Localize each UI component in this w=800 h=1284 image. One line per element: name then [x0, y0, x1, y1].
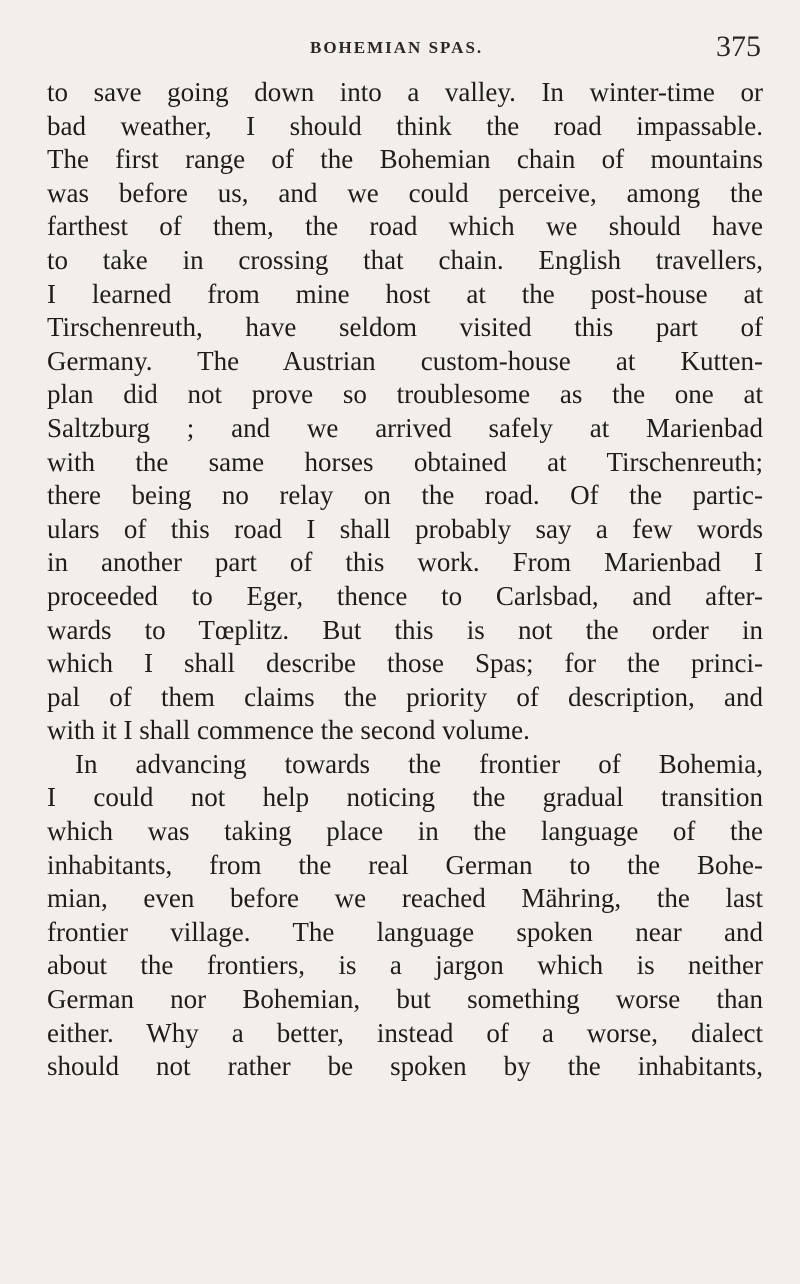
text-line: frontier village. The language spoken near and	[47, 916, 763, 947]
text-line: ulars of this road I shall probably say a few words	[47, 513, 763, 544]
text-line: with the same horses obtained at Tirschenreuth;	[47, 446, 763, 477]
paragraph-1	[47, 76, 763, 748]
text-line: about the frontiers, is a jargon which is neither	[47, 950, 763, 981]
text-line: which was taking place in the language of the	[47, 816, 763, 847]
text-line: which I shall describe those Spas; for the princi-	[47, 648, 763, 679]
text-line: Tirschenreuth, have seldom visited this part of	[47, 312, 763, 343]
text-line: with it I shall commence the second volume.	[47, 715, 530, 746]
text-line: inhabitants, from the real German to the Bohe-	[47, 849, 763, 880]
text-line: was before us, and we could perceive, among the	[47, 177, 763, 208]
running-title: BOHEMIAN SPAS.	[310, 38, 484, 57]
text-line: I could not help noticing the gradual transition	[47, 782, 763, 813]
text-line: plan did not prove so troublesome as the one at	[47, 379, 763, 410]
text-line: should not rather be spoken by the inhabitants,	[47, 1051, 763, 1082]
text-line: either. Why a better, instead of a worse, dialect	[47, 1017, 763, 1048]
page-number: 375	[716, 30, 761, 63]
text-line: wards to Tœplitz. But this is not the order in	[47, 614, 763, 645]
text-line: there being no relay on the road. Of the partic-	[47, 480, 763, 511]
text-line: mian, even before we reached Mähring, the last	[47, 883, 763, 914]
text-line: In advancing towards the frontier of Bohemia,	[75, 748, 763, 779]
running-head	[0, 30, 800, 64]
text-line: German nor Bohemian, but something worse than	[47, 984, 763, 1015]
text-line: pal of them claims the priority of description, and	[47, 681, 763, 712]
text-line: proceeded to Eger, thence to Carlsbad, and after-	[47, 580, 763, 611]
text-line: in another part of this work. From Marienbad I	[47, 547, 763, 578]
text-line: The first range of the Bohemian chain of mountains	[47, 144, 763, 175]
text-line: I learned from mine host at the post-house at	[47, 278, 763, 309]
paragraph-2	[47, 748, 763, 1084]
body-text	[47, 76, 763, 1084]
text-line: farthest of them, the road which we should have	[47, 211, 763, 242]
text-line: bad weather, I should think the road impassable.	[47, 110, 763, 141]
text-line: to save going down into a valley. In winter-time or	[47, 77, 763, 107]
text-line: to take in crossing that chain. English travellers,	[47, 244, 763, 275]
text-line: Germany. The Austrian custom-house at Kutten-	[47, 345, 763, 376]
text-line: Saltzburg ; and we arrived safely at Marienbad	[47, 412, 763, 443]
